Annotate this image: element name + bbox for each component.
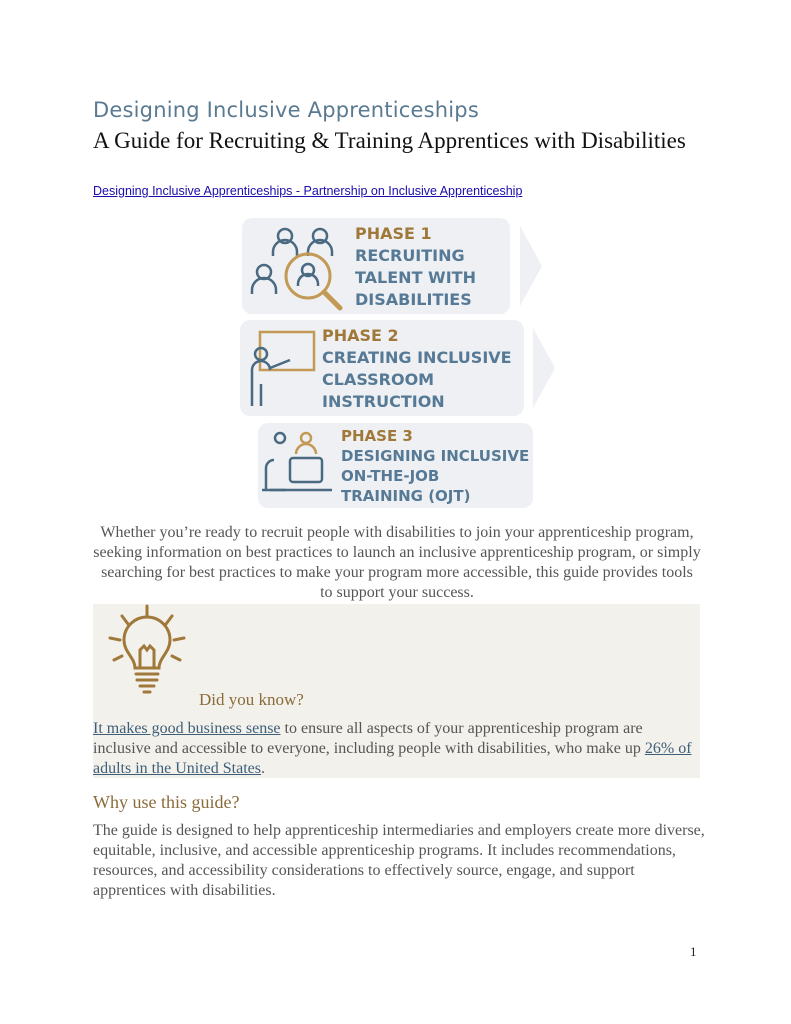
phase-3-text <box>341 426 529 506</box>
did-you-know-text-2: . <box>260 760 265 777</box>
workers-computer-icon <box>260 428 336 498</box>
did-you-know-text-1: to ensure all aspects of your apprenticeship program are inclusive and accessible to everyone, including people with disabilities, who make up <box>93 720 645 757</box>
did-you-know-title: Did you know? <box>199 690 304 709</box>
why-use-heading: Why use this guide? <box>93 792 240 812</box>
teacher-board-icon <box>246 326 318 412</box>
phase-2-text <box>322 325 512 413</box>
business-sense-link[interactable]: It makes good business sense <box>93 720 281 737</box>
phase-2-arrow-icon <box>533 328 555 408</box>
page-number: 1 <box>690 944 697 959</box>
phase-3-desc: DESIGNING INCLUSIVE ON-THE-JOB TRAINING (OJT) <box>341 447 530 505</box>
people-magnifier-icon <box>250 222 346 312</box>
phase-1-arrow-icon <box>520 226 542 306</box>
did-you-know-body <box>93 719 698 779</box>
phase-2-label: PHASE 2 <box>322 326 399 345</box>
intro-paragraph: Whether you’re ready to recruit people with disabilities to join your apprenticeship program, seeking information on best practices to launch an inclusive apprenticeship program, or simply searching for best practices to make your program more accessible, this guide provides tools to support your success. <box>93 524 701 601</box>
phase-2-desc: CREATING INCLUSIVE CLASSROOM INSTRUCTION <box>322 348 512 411</box>
document-subtitle: A Guide for Recruiting & Training Apprentices with Disabilities <box>93 128 686 153</box>
phase-1-desc: RECRUITING TALENT WITH DISABILITIES <box>355 246 476 309</box>
lightbulb-icon <box>106 604 188 696</box>
why-use-paragraph: The guide is designed to help apprenticeship intermediaries and employers create more diverse, equitable, inclusive, and accessible apprenticeship programs. It includes recommendations, resources, and accessibility considerations to effectively source, engage, and support apprentices with disabilities. <box>93 822 705 899</box>
phase-1-label: PHASE 1 <box>355 224 432 243</box>
adults-statistic-link[interactable]: 26% of adults in the United States <box>93 740 692 777</box>
document-title: Designing Inclusive Apprenticeships <box>93 98 479 122</box>
phase-3-label: PHASE 3 <box>341 427 413 445</box>
source-link[interactable]: Designing Inclusive Apprenticeships - Partnership on Inclusive Apprenticeship <box>93 184 523 198</box>
phase-1-text <box>355 223 476 311</box>
